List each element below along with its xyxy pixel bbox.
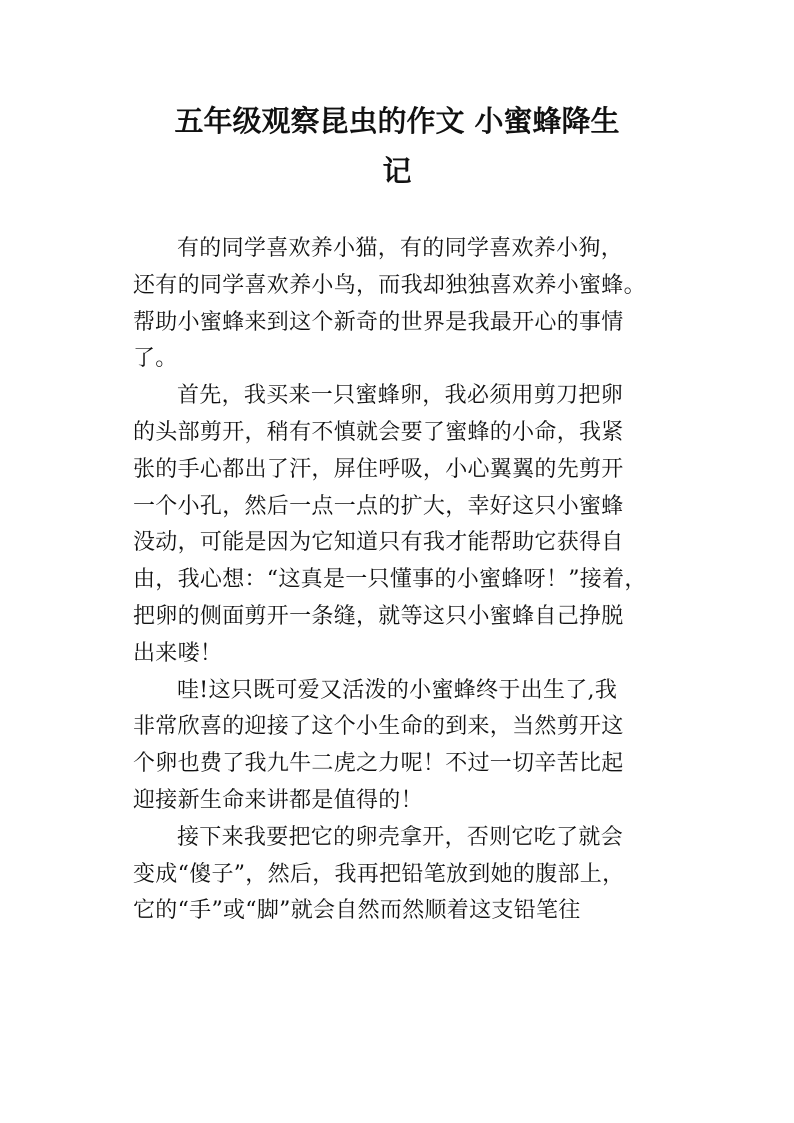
title-line-2: 记 xyxy=(382,154,412,188)
text-line: 帮助小蜜蜂来到这个新奇的世界是我最开心的事情 xyxy=(133,309,624,335)
text-line: 张的手心都出了汗，屏住呼吸，小心翼翼的先剪开 xyxy=(133,456,624,482)
document-body xyxy=(133,231,663,930)
paragraph-3 xyxy=(133,673,663,820)
text-line: 出来喽！ xyxy=(133,640,223,666)
text-line: 迎接新生命来讲都是值得的！ xyxy=(133,787,423,813)
paragraph-1 xyxy=(133,231,663,378)
title-line-1: 五年级观察昆虫的作文 小蜜蜂降生 xyxy=(174,104,620,138)
text-line: 非常欣喜的迎接了这个小生命的到来，当然剪开这 xyxy=(133,714,624,740)
text-line: 变成“傻子”，然后，我再把铅笔放到她的腹部上， xyxy=(133,861,625,887)
text-line: 把卵的侧面剪开一条缝，就等这只小蜜蜂自己挣脱 xyxy=(133,603,624,629)
text-line: 哇!这只既可爱又活泼的小蜜蜂终于出生了,我 xyxy=(177,677,618,703)
text-line: 它的“手”或“脚”就会自然而然顺着这支铅笔往 xyxy=(133,898,581,924)
document-title xyxy=(0,96,794,196)
text-line: 没动，可能是因为它知道只有我才能帮助它获得自 xyxy=(133,530,624,556)
text-line: 有的同学喜欢养小猫，有的同学喜欢养小狗， xyxy=(177,236,624,261)
paragraph-4 xyxy=(133,820,663,930)
text-line: 还有的同学喜欢养小鸟，而我却独独喜欢养小蜜蜂。 xyxy=(133,272,646,298)
text-line: 由，我心想：“这真是一只懂事的小蜜蜂呀！”接着， xyxy=(133,567,647,593)
paragraph-2 xyxy=(133,378,663,672)
text-line: 接下来我要把它的卵壳拿开，否则它吃了就会 xyxy=(177,824,624,850)
text-line: 了。 xyxy=(133,346,178,372)
text-line: 一个小孔，然后一点一点的扩大，幸好这只小蜜蜂 xyxy=(133,493,624,519)
text-line: 首先，我买来一只蜜蜂卵，我必须用剪刀把卵 xyxy=(177,383,624,409)
text-line: 个卵也费了我九牛二虎之力呢！不过一切辛苦比起 xyxy=(133,751,624,777)
text-line: 的头部剪开，稍有不慎就会要了蜜蜂的小命，我紧 xyxy=(133,419,624,445)
